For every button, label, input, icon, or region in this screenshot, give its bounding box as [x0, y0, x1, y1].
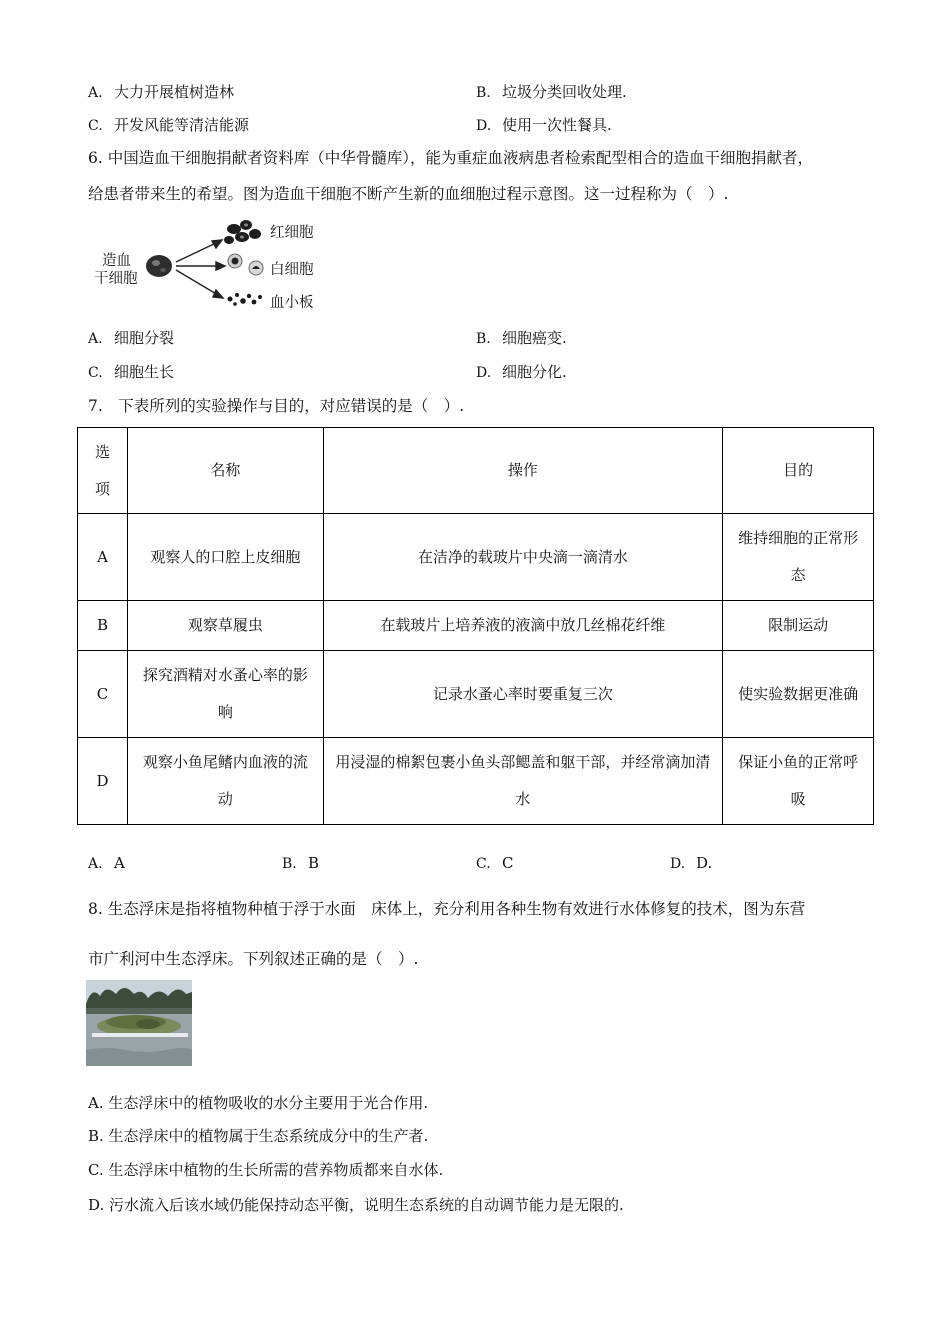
- arrow-icon: [176, 240, 225, 298]
- option-text: 细胞癌变.: [502, 329, 567, 347]
- option-key: C.: [88, 365, 103, 381]
- header-name: 名称: [127, 428, 323, 514]
- stem-cell-label-line2: 干细胞: [94, 271, 138, 287]
- cell-operation: 用浸湿的棉絮包裹小鱼头部鳃盖和躯干部，并经常滴加清水: [323, 738, 722, 825]
- q6-option-b[interactable]: [476, 328, 567, 349]
- q7-option-d[interactable]: [670, 853, 712, 874]
- floating-bed-image: [86, 980, 192, 1066]
- option-key: A.: [88, 331, 103, 347]
- header-purpose: 目的: [723, 428, 874, 514]
- stem-cell-icon: [146, 255, 172, 277]
- option-text: A: [114, 854, 125, 872]
- cell-purpose: 限制运动: [723, 601, 874, 651]
- q7-stem: 7. 下表所列的实验操作与目的，对应错误的是（ ）.: [88, 397, 465, 415]
- cell-operation: 记录水蚤心率时要重复三次: [323, 651, 722, 738]
- option-key: B.: [476, 331, 491, 347]
- cell-operation: 在洁净的载玻片中央滴一滴清水: [323, 514, 722, 601]
- q7-option-c[interactable]: [476, 853, 513, 874]
- q8-stem-line2: 市广利河中生态浮床。下列叙述正确的是（ ）.: [88, 950, 419, 968]
- option-key: D.: [476, 118, 492, 134]
- q6-stem-line2: 给患者带来生的希望。图为造血干细胞不断产生新的血细胞过程示意图。这一过程称为（ ）.: [88, 185, 729, 203]
- q8-stem-line1: 8. 生态浮床是指将植物种植于浮于水面 床体上，充分利用各种生物有效进行水体修复的技术，图为东营: [88, 900, 806, 918]
- q7-option-b[interactable]: [282, 853, 319, 874]
- q5-option-b[interactable]: [476, 82, 627, 103]
- header-option: 选项: [78, 428, 128, 514]
- option-key: D.: [670, 856, 686, 872]
- table-row: [78, 601, 874, 651]
- cell-option: C: [78, 651, 128, 738]
- option-text: 细胞生长: [114, 363, 175, 381]
- floating-bed-photo: [86, 980, 192, 1066]
- option-text: D.: [696, 854, 713, 872]
- cell-operation: 在载玻片上培养液的液滴中放几丝棉花纤维: [323, 601, 722, 651]
- cell-option: B: [78, 601, 128, 651]
- q8-choice-d[interactable]: D. 污水流入后该水域仍能保持动态平衡，说明生态系统的自动调节能力是无限的.: [88, 1196, 624, 1214]
- q5-option-c[interactable]: [88, 115, 249, 136]
- option-text: 使用一次性餐具.: [502, 116, 612, 134]
- cell-name: 观察人的口腔上皮细胞: [127, 514, 323, 601]
- cell-name: 观察小鱼尾鳍内血液的流动: [127, 738, 323, 825]
- cell-name: 观察草履虫: [127, 601, 323, 651]
- q6-option-a[interactable]: [88, 328, 174, 349]
- option-text: 大力开展植树造林: [114, 83, 235, 101]
- table-row: [78, 738, 874, 825]
- option-key: C.: [88, 118, 103, 134]
- q6-option-d[interactable]: [476, 362, 567, 383]
- platelet-icon: [228, 293, 263, 306]
- option-text: B: [308, 854, 320, 872]
- option-key: A.: [88, 85, 103, 101]
- q8-choice-b[interactable]: B. 生态浮床中的植物属于生态系统成分中的生产者.: [88, 1127, 429, 1145]
- q6-option-c[interactable]: [88, 362, 174, 383]
- option-key: B.: [282, 856, 297, 872]
- blood-cell-diagram: [92, 215, 342, 315]
- q6-stem-line1: 6. 中国造血干细胞捐献者资料库（中华骨髓库），能为重症血液病患者检索配型相合的造血干细胞捐献者，: [88, 149, 813, 167]
- option-text: 细胞分裂: [114, 329, 175, 347]
- header-operation: 操作: [323, 428, 722, 514]
- option-text: C: [502, 854, 514, 872]
- cell-option: D: [78, 738, 128, 825]
- cell-option: A: [78, 514, 128, 601]
- option-key: D.: [476, 365, 492, 381]
- experiment-table: [77, 427, 874, 825]
- cell-purpose: 使实验数据更准确: [723, 651, 874, 738]
- q5-option-d[interactable]: [476, 115, 612, 136]
- table-row: [78, 651, 874, 738]
- option-key: B.: [476, 85, 491, 101]
- cell-name: 探究酒精对水蚤心率的影响: [127, 651, 323, 738]
- cell-purpose: 维持细胞的正常形态: [723, 514, 874, 601]
- q5-option-a[interactable]: [88, 82, 234, 103]
- white-blood-cell-icon: [228, 254, 263, 275]
- stem-cell-label-line1: 造血: [102, 253, 131, 269]
- option-key: A.: [88, 856, 103, 872]
- q8-choice-a[interactable]: A. 生态浮床中的植物吸收的水分主要用于光合作用.: [88, 1094, 429, 1112]
- white-cell-label: 白细胞: [270, 262, 314, 278]
- option-key: C.: [476, 856, 491, 872]
- option-text: 细胞分化.: [502, 363, 567, 381]
- table-header-row: [78, 428, 874, 514]
- platelet-label: 血小板: [270, 295, 314, 311]
- option-text: 开发风能等清洁能源: [114, 116, 250, 134]
- cell-purpose: 保证小鱼的正常呼吸: [723, 738, 874, 825]
- red-blood-cell-icon: [224, 220, 261, 244]
- table-row: [78, 514, 874, 601]
- q8-choice-c[interactable]: C. 生态浮床中植物的生长所需的营养物质都来自水体.: [88, 1161, 444, 1179]
- option-text: 垃圾分类回收处理.: [502, 83, 627, 101]
- red-cell-label: 红细胞: [270, 225, 314, 241]
- q7-option-a[interactable]: [88, 853, 125, 874]
